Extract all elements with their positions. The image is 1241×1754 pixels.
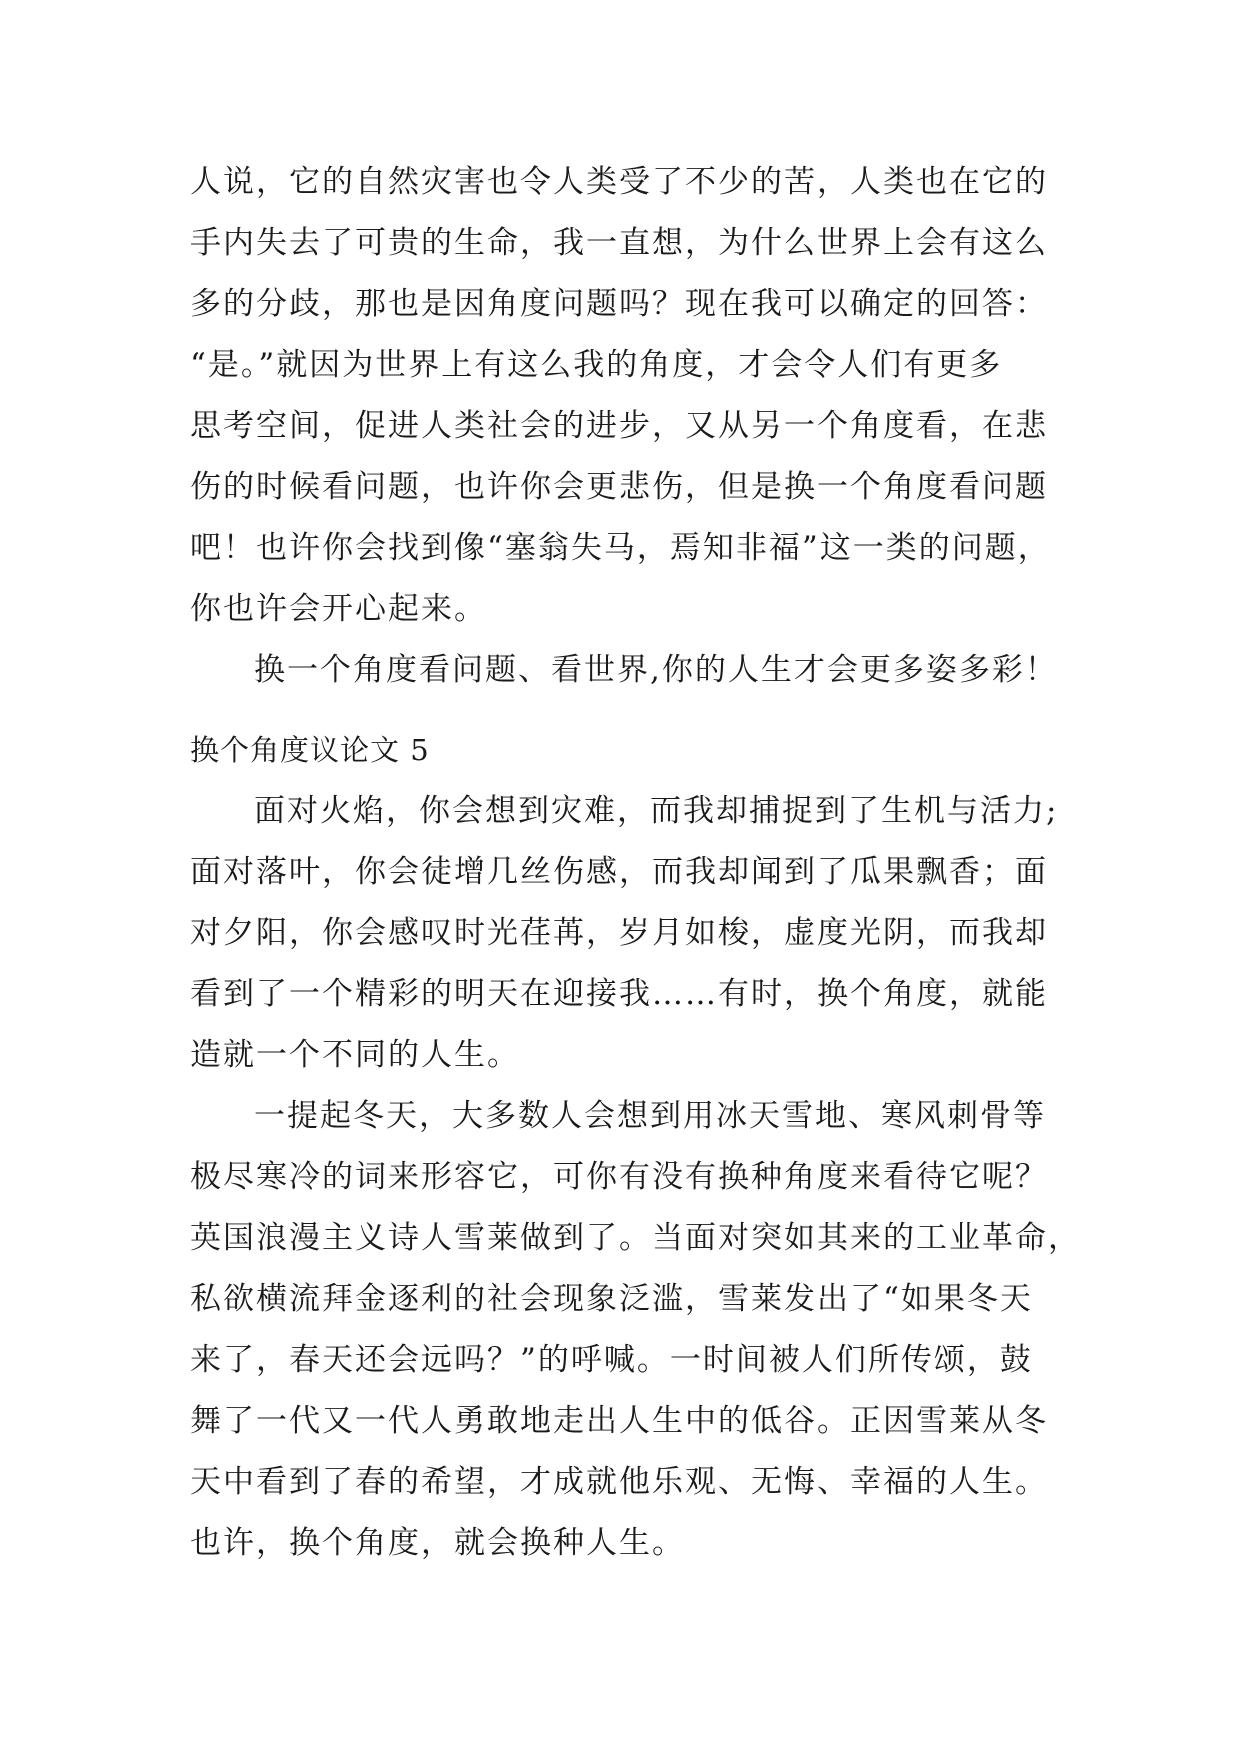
paragraph-line: 吧！也许你会找到像“塞翁失马，焉知非福”这一类的问题， — [190, 530, 1051, 566]
paragraph-line: 私欲横流拜金逐利的社会现象泛滥，雪莱发出了“如果冬天 — [190, 1281, 1033, 1317]
paragraph-line: 英国浪漫主义诗人雪莱做到了。当面对突如其来的工业革命， — [190, 1220, 1081, 1256]
paragraph-line: 你也许会开心起来。 — [190, 591, 487, 627]
paragraph-line: 极尽寒冷的词来形容它，可你有没有换种角度来看待它呢？ — [190, 1159, 1048, 1195]
paragraph-line: 面对火焰，你会想到灾难，而我却捕捉到了生机与活力; — [254, 793, 1059, 829]
paragraph-line: 一提起冬天，大多数人会想到用冰天雪地、寒风刺骨等 — [254, 1098, 1046, 1134]
essay-5 — [190, 720, 1081, 1574]
paragraph-line: 舞了一代又一代人勇敢地走出人生中的低谷。正因雪莱从冬 — [190, 1403, 1048, 1439]
paragraph-line: 造就一个不同的人生。 — [190, 1037, 520, 1073]
paragraph-line: “是。”就因为世界上有这么我的角度，才会令人们有更多 — [190, 347, 1003, 383]
section-heading: 换个角度议论文 5 — [190, 733, 430, 767]
paragraph-line: 思考空间，促进人类社会的进步，又从另一个角度看，在悲 — [190, 408, 1048, 444]
paragraph-line: 伤的时候看问题，也许你会更悲伤，但是换一个角度看问题 — [190, 469, 1048, 505]
paragraph-line: 看到了一个精彩的明天在迎接我……有时，换个角度，就能 — [190, 976, 1048, 1012]
paragraph-line: 也许，换个角度，就会换种人生。 — [190, 1525, 685, 1561]
paragraph-line: 人说，它的自然灾害也令人类受了不少的苦，人类也在它的 — [190, 164, 1048, 200]
paragraph-line: 来了，春天还会远吗？”的呼喊。一时间被人们所传颂，鼓 — [190, 1342, 1033, 1378]
closing-line: 换一个角度看问题、看世界,你的人生才会更多姿多彩！ — [254, 652, 1058, 688]
paragraph-line: 多的分歧，那也是因角度问题吗？现在我可以确定的回答： — [190, 286, 1048, 322]
paragraph-line: 天中看到了春的希望，才成就他乐观、无悔、幸福的人生。 — [190, 1464, 1048, 1500]
paragraph-line: 手内失去了可贵的生命，我一直想，为什么世界上会有这么 — [190, 225, 1048, 261]
previous-essay-ending — [190, 152, 1070, 701]
paragraph-line: 面对落叶，你会徒增几丝伤感，而我却闻到了瓜果飘香；面 — [190, 854, 1048, 890]
paragraph-line: 对夕阳，你会感叹时光荏苒，岁月如梭，虚度光阴，而我却 — [190, 915, 1048, 951]
